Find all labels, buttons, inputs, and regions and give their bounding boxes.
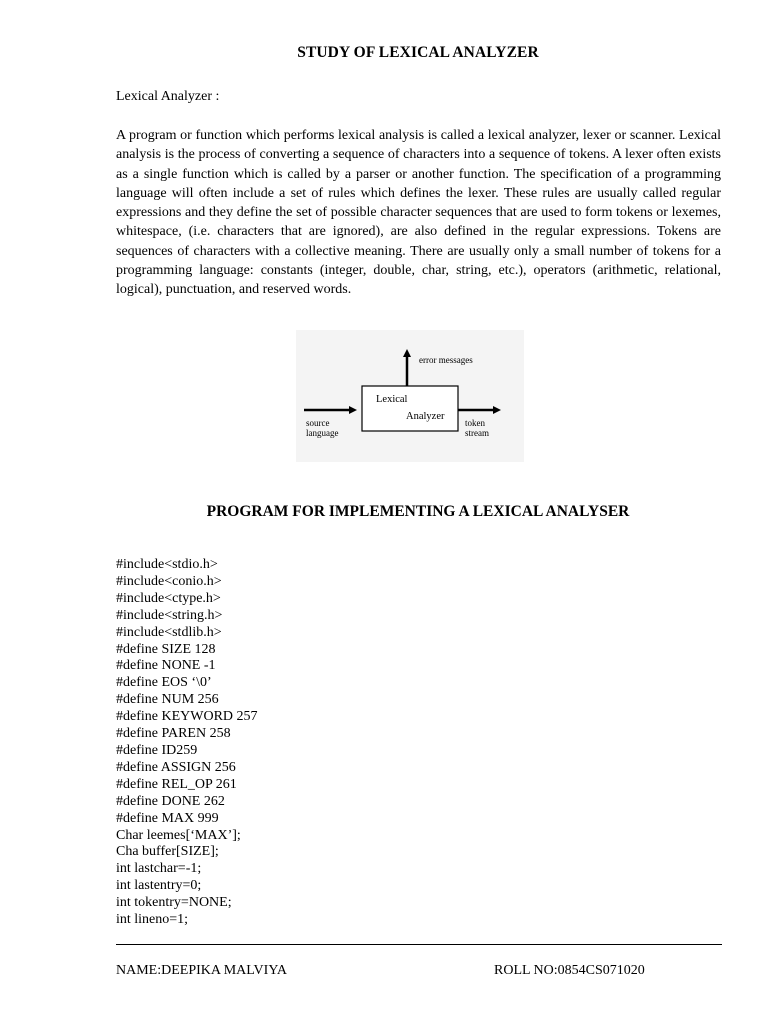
input-label-line2: language	[306, 428, 339, 438]
code-line: #define MAX 999	[116, 810, 219, 826]
output-label-line1: token	[465, 418, 485, 428]
code-line: #include<stdio.h>	[116, 557, 218, 572]
code-line: #include<stdlib.h>	[116, 624, 222, 640]
code-line: #define DONE 262	[116, 793, 225, 809]
box-label-line2: Analyzer	[406, 411, 445, 422]
footer-roll-number: ROLL NO:0854CS071020	[494, 963, 645, 978]
code-line: #define NUM 256	[116, 692, 219, 708]
code-line: #define ID259	[116, 742, 198, 758]
page-title: STUDY OF LEXICAL ANALYZER	[297, 44, 539, 61]
code-line: #define ASSIGN 256	[116, 759, 236, 775]
box-label-line1: Lexical	[376, 394, 408, 405]
code-line: #define EOS ‘\0’	[116, 675, 212, 691]
code-line: int lastentry=0;	[116, 878, 202, 894]
code-line: int lastchar=-1;	[116, 861, 202, 877]
program-title: PROGRAM FOR IMPLEMENTING A LEXICAL ANALYSER	[206, 503, 630, 520]
code-line: #define KEYWORD 257	[116, 709, 258, 725]
code-listing	[116, 557, 258, 929]
code-line: #define NONE -1	[116, 658, 216, 674]
output-label-line2: stream	[465, 428, 489, 438]
code-line: #include<ctype.h>	[116, 590, 221, 606]
code-line: #include<conio.h>	[116, 573, 222, 589]
input-label-line1: source	[306, 418, 330, 428]
code-line: int tokentry=NONE;	[116, 895, 232, 911]
footer-student-name: NAME:DEEPIKA MALVIYA	[116, 963, 287, 978]
code-line: #include<string.h>	[116, 607, 223, 623]
analyzer-box	[362, 386, 458, 431]
description-paragraph: A program or function which performs lexical analysis is called a lexical analyzer, lexer or scanner. Lexical analysis is the process of converting a sequence of characters into a sequence of tokens. A lexer often exists as a single function which is called by a parser or another function. The specification of a programming language will often include a set of rules which defines the lexer. These rules are usually called regular expressions and they define the set of possible character sequences that are used to form tokens or lexemes, whitespace, (i.e. characters that are ignored), are also defined in the regular expressions. Tokens are sequences of characters with a collective meaning. There are usually only a small number of tokens for a programming language: constants (integer, double, char, string, etc.), operators (arithmetic, relational, logical), punctuation, and reserved words.	[116, 128, 721, 298]
code-line: #define SIZE 128	[116, 641, 216, 657]
lexical-analyzer-diagram	[296, 330, 524, 462]
code-line: Char leemes[‘MAX’];	[116, 827, 241, 843]
code-line: int lineno=1;	[116, 912, 189, 928]
code-line: Cha buffer[SIZE];	[116, 844, 219, 860]
code-line: #define PAREN 258	[116, 726, 231, 742]
section-label: Lexical Analyzer :	[116, 89, 220, 104]
error-messages-label: error messages	[419, 355, 473, 365]
footer-divider	[116, 944, 722, 945]
code-line: #define REL_OP 261	[116, 776, 237, 792]
